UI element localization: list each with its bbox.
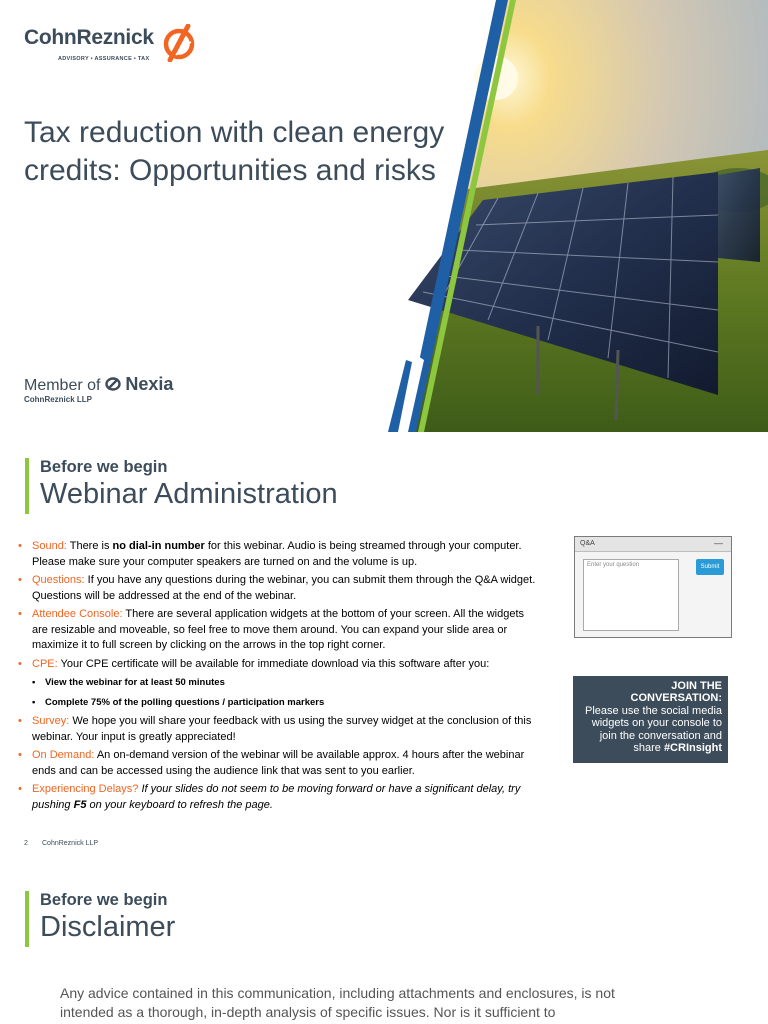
question-input[interactable]: Enter your question [583,559,679,631]
bullet-label: Sound: [32,540,67,552]
bullet-on-demand [18,748,542,779]
submit-button[interactable]: Submit [696,559,724,575]
cpe-requirement-text: View the webinar for at least 50 minutes [45,677,225,688]
bullet-bold-text: no dial-in number [112,540,205,552]
bullet-label: CPE: [32,657,58,670]
presentation-title: Tax reduction with clean energy credits: Opportunities and risks [24,116,445,187]
slide-heading: Webinar Administration [40,478,338,510]
minimize-icon[interactable]: — [714,538,723,548]
footer-company: CohnReznick LLP [42,840,99,847]
member-subtitle: CohnReznick LLP [24,395,93,404]
slide-kicker: Before we begin [40,458,168,476]
member-prefix: Member of [24,377,101,394]
join-conversation-box [573,676,728,763]
qa-widget-title: Q&A [580,540,595,547]
bullet-text: If your slides do not seem to be moving forward or have a significant delay, try pushing [32,783,521,811]
heading-accent-bar [25,458,29,514]
bullet-dot: • [18,574,22,586]
bullet-text: We hope you will share your feedback with us using the survey widget at the conclusion of this webinar. Your input is greatly appreciated! [32,715,532,743]
join-hashtag: #CRInsight [663,742,722,755]
join-title: CONVERSATION: [630,692,722,705]
disclaimer-slide [0,864,768,1024]
bullet-delays [18,782,542,813]
sub-bullet-dot: • [32,677,36,688]
disclaimer-text: Any advice contained in this communication, including attachments and enclosures, is not intended as a thorough, in-depth analysis of specific issues. Nor is it sufficient to [60,985,615,1020]
slide-heading: Disclaimer [40,911,176,943]
bullet-key-text: F5 [73,798,87,811]
bullet-label: Questions: [32,574,85,586]
bullet-console [18,607,542,654]
qa-widget [574,536,732,638]
qa-widget-header[interactable] [575,537,731,552]
bullet-text: There is [66,540,113,552]
title-slide [0,0,768,432]
cpe-requirement-text: Complete 75% of the polling questions / participation markers [45,696,325,708]
bullet-text: There are several application widgets at the bottom of your screen. All the widgets are resizable and moveable, so feel free to move them around. You can expand your slide area or maximize it to full screen by clicking on the arrows in the top right corner. [32,608,525,651]
heading-accent-bar [25,891,29,947]
logo-tagline: ADVISORY • ASSURANCE • TAX [58,56,150,62]
slide-kicker: Before we begin [40,891,168,909]
bullet-text: for this webinar. Audio is being streamed through your computer. Please make sure your computer speakers are turned on and the volume is up. [32,540,522,568]
instructions-list [18,539,542,816]
cpe-requirement [18,675,542,691]
bullet-dot: • [18,783,22,795]
nexia-name: Nexia [125,374,174,394]
cohnreznick-logo [24,26,154,62]
bullet-label: On Demand: [32,749,95,761]
bullet-label: Survey: [32,715,70,727]
bullet-dot: • [18,657,22,670]
bullet-cpe [18,657,542,673]
bullet-dot: • [18,540,22,552]
bullet-dot: • [18,715,22,727]
bullet-dot: • [18,608,22,620]
bullet-survey [18,714,542,745]
join-body: Please use the social media widgets on your console to join the conversation and share [585,704,722,755]
bullet-text: An on-demand version of the webinar will be available approx. 4 hours after the webinar ends and can be accessed using the audience link that was sent to you earlier. [32,749,525,777]
bullet-questions [18,573,542,604]
cohnreznick-swoosh-icon [162,24,196,67]
bullet-text: Your CPE certificate will be available for immediate download via this software after you: [57,657,490,670]
sub-bullet-dot: • [32,696,36,708]
bullet-text: If you have any questions during the webinar, you can submit them through the Q&A widget. Questions will be addressed at the end of the webinar. [32,574,536,602]
logo-name: CohnReznick [24,26,154,49]
member-of-nexia [24,374,173,395]
bullet-label: Experiencing Delays? [32,783,139,795]
bullet-label: Attendee Console: [32,608,123,620]
solar-panels-photo [388,0,768,432]
page-number: 2 [24,840,28,847]
bullet-dot: • [18,749,22,761]
nexia-knot-icon [105,377,125,394]
join-title: JOIN THE [671,680,722,692]
bullet-sound [18,539,542,570]
webinar-admin-slide [0,432,768,864]
cpe-requirement [18,695,542,711]
bullet-text: on your keyboard to refresh the page. [86,798,273,811]
